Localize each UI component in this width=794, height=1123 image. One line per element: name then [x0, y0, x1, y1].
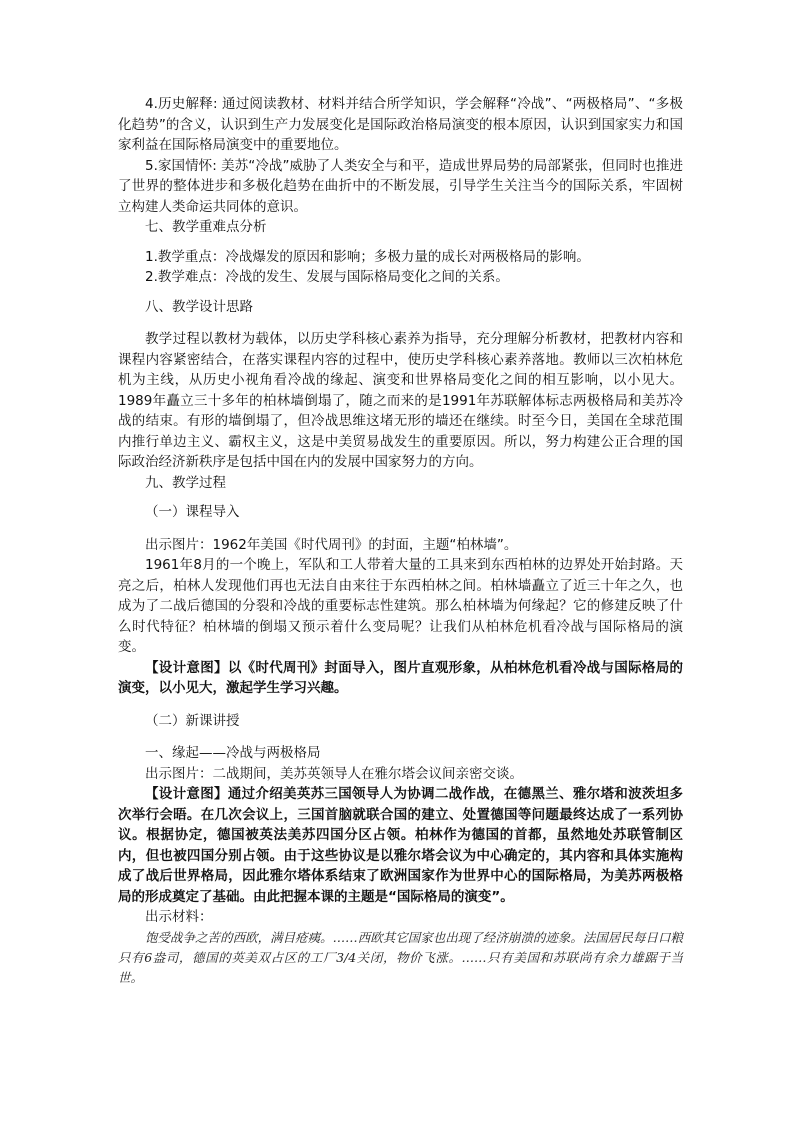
document-page	[118, 94, 683, 988]
paragraph-show-material: 出示材料：	[145, 909, 213, 925]
heading-origin-cold-war: 一、缘起——冷战与两极格局	[145, 745, 321, 761]
paragraph-national-sentiment: 5.家国情怀: 美苏“冷战”威胁了人类安全与和平，造成世界局势的局部紧张，但同时也推进了世界的整体进步和多极化趋势在曲折中的不断发展，引导学生关注当今的国际关系，牢固树立构建人类命运共同体的意识。	[118, 157, 683, 215]
paragraph-show-picture-1: 出示图片：1962年美国《时代周刊》的封面，主题“柏林墙”。	[145, 536, 518, 553]
quote-material: 饱受战争之苦的西欧，满目疮痍。……西欧其它国家也出现了经济崩溃的迹象。法国居民每日口粮只有6盎司，德国的英美双占区的工厂3/4关闭，物价飞涨。……只有美国和苏联尚有余力雄踞于当世。	[118, 929, 683, 985]
heading-teaching-process: 九、教学过程	[145, 474, 226, 491]
paragraph-show-picture-2: 出示图片：二战期间，美苏英领导人在雅尔塔会议间亲密交谈。	[145, 765, 523, 782]
heading-key-difficulties: 七、教学重难点分析	[145, 219, 267, 235]
paragraph-berlin-wall-intro: 1961年8月的一个晚上，军队和工人带着大量的工具来到东西柏林的边界处开始封路。天亮之后，柏林人发现他们再也无法自由来往于东西柏林之间。柏林墙矗立了近三十年之久，也成为了二战后德国的分裂和冷战的重要标志性建筑。那么柏林墙为何缘起？它的修建反映了什么时代特征？柏林墙的倒塌又预示着什么变局呢？让我们从柏林危机看冷战与国际格局的演变。	[118, 557, 683, 655]
heading-course-intro: （一）课程导入	[145, 504, 240, 520]
paragraph-difficult-point: 2.教学难点：冷战的发生、发展与国际格局变化之间的关系。	[145, 269, 509, 285]
paragraph-key-point: 1.教学重点：冷战爆发的原因和影响；多极力量的成长对两极格局的影响。	[145, 248, 590, 265]
heading-design-idea: 八、教学设计思路	[145, 298, 253, 315]
paragraph-history-explanation: 4.历史解释: 通过阅读教材、材料并结合所学知识，学会解释“冷战”、“两极格局”、“多极化趋势”的含义，认识到生产力发展变化是国际政治格局演变的根本原因，认识到国家实力和国家利益在国际格局演变中的重要地位。	[118, 96, 683, 153]
paragraph-design-intent-2: 【设计意图】通过介绍美英苏三国领导人为协调二战作战，在德黑兰、雅尔塔和波茨坦多次举行会晤。在几次会议上，三国首脑就联合国的建立、处置德国等问题最终达成了一系列协议。根据协定，德国被英法美苏四国分区占领。柏林作为德国的首都，虽然地处苏联管制区内，但也被四国分别占领。由于这些协议是以雅尔塔会议为中心确定的，其内容和具体实施构成了战后世界格局，因此雅尔塔体系结束了欧洲国家作为世界中心的国际格局，为美苏两极格局的形成奠定了基础。由此把握本课的主题是“国际格局的演变”。	[118, 786, 683, 905]
paragraph-design-idea: 教学过程以教材为载体，以历史学科核心素养为指导，充分理解分析教材，把教材内容和课程内容紧密结合，在落实课程内容的过程中，使历史学科核心素养落地。教师以三次柏林危机为主线，从历史小视角看冷战的缘起、演变和世界格局变化之间的相互影响，以小见大。1989年矗立三十多年的柏林墙倒塌了，随之而来的是1991年苏联解体标志两极格局和美苏冷战的结束。有形的墙倒塌了，但冷战思维这堵无形的墙还在继续。时至今日，美国在全球范围内推行单边主义、霸权主义，这是中美贸易战发生的重要原因。所以，努力构建公正合理的国际政治经济新秩序是包括中国在内的发展中国家努力的方向。	[118, 331, 683, 470]
heading-new-lesson: （二）新课讲授	[145, 712, 240, 729]
paragraph-design-intent-1: 【设计意图】以《时代周刊》封面导入，图片直观形象，从柏林危机看冷战与国际格局的演变，以小见大，激起学生学习兴趣。	[118, 659, 683, 696]
